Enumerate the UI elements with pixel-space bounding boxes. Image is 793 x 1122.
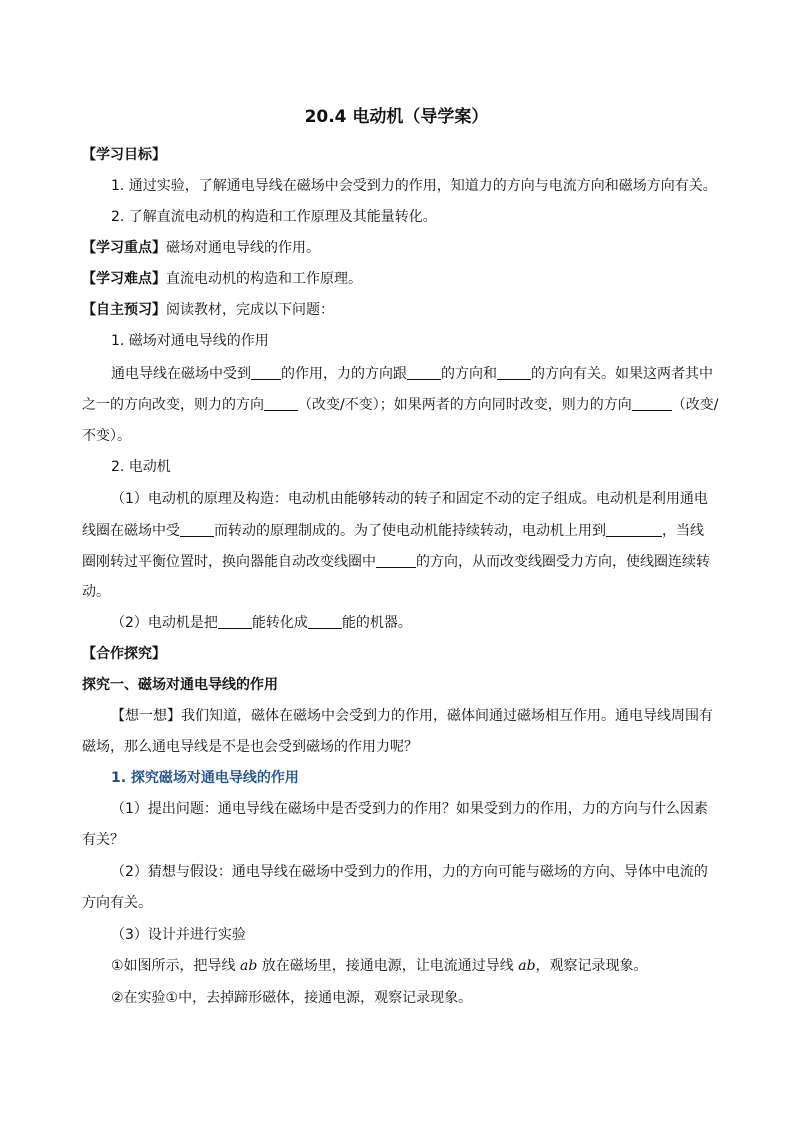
preview-section-1-title: 1. 磁场对通电导线的作用 — [111, 333, 269, 349]
fill-blank[interactable] — [376, 553, 416, 568]
objective-item-1: 1. 通过实验，了解通电导线在磁场中会受到力的作用，知道力的方向与电流方向和磁场方向有关。 — [111, 178, 717, 194]
question-1-line-1: （1）提出问题：通电导线在磁场中是否受到力的作用？如果受到力的作用，力的方向与什么因素 — [111, 801, 708, 817]
text-segment: 的方向，从而改变线圈受力方向，使线圈连续转 — [416, 554, 710, 570]
objectives-heading: 【学习目标】 — [82, 147, 166, 163]
text-segment: 的作用，力的方向跟 — [281, 366, 407, 382]
preview-s2-p1-line-1: （1）电动机的原理及构造：电动机由能够转动的转子和固定不动的定子组成。电动机是利用通电 — [111, 491, 708, 507]
objective-item-2: 2. 了解直流电动机的构造和工作原理及其能量转化。 — [111, 209, 437, 225]
preview-heading: 【自主预习】 — [82, 302, 166, 318]
fill-blank[interactable] — [407, 365, 441, 380]
text-segment: ，当线 — [662, 523, 704, 539]
fill-blank[interactable] — [497, 365, 531, 380]
text-segment: 通电导线在磁场中受到 — [111, 366, 251, 382]
think-tag: 【想一想】 — [111, 708, 181, 724]
coop-heading: 【合作探究】 — [82, 646, 166, 662]
fill-blank[interactable] — [218, 614, 252, 629]
difficulty-heading: 【学习难点】 — [82, 271, 166, 287]
text-segment: ，观察记录现象。 — [535, 958, 648, 974]
fill-blank[interactable] — [251, 365, 281, 380]
page-title: 20.4 电动机（导学案） — [304, 107, 489, 127]
sub-heading-1: 1. 探究磁场对通电导线的作用 — [111, 770, 299, 786]
difficulty-line — [82, 270, 362, 288]
preview-s2-p1-line-4: 动。 — [82, 584, 110, 600]
fill-blank[interactable] — [308, 614, 342, 629]
key-point-heading: 【学习重点】 — [82, 240, 166, 256]
difficulty-text: 直流电动机的构造和工作原理。 — [166, 271, 362, 287]
preview-section-2-title: 2. 电动机 — [111, 459, 171, 475]
text-segment: （改变/不变）；如果两者的方向同时改变，则力的方向 — [298, 397, 632, 413]
preview-line — [82, 301, 334, 319]
preview-s1-line-3: 不变）。 — [82, 428, 131, 444]
preview-s1-line-1 — [111, 365, 713, 383]
think-line-1 — [111, 707, 713, 725]
fill-blank[interactable] — [606, 522, 662, 537]
key-point-line — [82, 239, 320, 257]
fill-blank[interactable] — [632, 396, 672, 411]
preview-s2-p1-line-3 — [82, 553, 710, 571]
preview-intro: 阅读教材，完成以下问题： — [166, 302, 334, 318]
question-2-line-1: （2）猜想与假设：通电导线在磁场中受到力的作用，力的方向可能与磁场的方向、导体中电流的 — [111, 864, 708, 880]
preview-s2-p1-line-2 — [82, 522, 704, 540]
text-segment: 圈刚转过平衡位置时，换向器能自动改变线圈中 — [82, 554, 376, 570]
text-segment: 之一的方向改变，则力的方向 — [82, 397, 264, 413]
experiment-2: ②在实验①中，去掉蹄形磁体，接通电源，观察记录现象。 — [111, 990, 473, 1006]
text-segment: ①如图所示，把导线 — [111, 958, 241, 974]
preview-s2-p2 — [111, 614, 412, 632]
explore-1-heading: 探究一、磁场对通电导线的作用 — [82, 677, 278, 693]
think-text: 我们知道，磁体在磁场中会受到力的作用，磁体间通过磁场相互作用。通电导线周围有 — [181, 708, 713, 724]
preview-s1-line-2 — [82, 396, 718, 414]
text-segment: 能转化成 — [251, 615, 308, 631]
think-line-2: 磁场，那么通电导线是不是也会受到磁场的作用力呢？ — [82, 739, 418, 755]
experiment-1 — [111, 957, 648, 975]
text-segment: 的方向和 — [441, 366, 497, 382]
text-segment: （改变/ — [671, 397, 719, 413]
text-segment: （2）电动机是把 — [111, 615, 218, 631]
question-3: （3）设计并进行实验 — [111, 927, 246, 943]
key-point-text: 磁场对通电导线的作用。 — [166, 240, 320, 256]
question-2-line-2: 方向有关。 — [82, 895, 152, 911]
fill-blank[interactable] — [180, 522, 214, 537]
text-segment: 放在磁场里，接通电源，让电流通过导线 — [257, 958, 519, 974]
text-segment: 线圈在磁场中受 — [82, 523, 180, 539]
text-segment: 的方向有关。如果这两者其中 — [531, 366, 713, 382]
fill-blank[interactable] — [264, 396, 298, 411]
text-segment: 能的机器。 — [341, 615, 412, 631]
wire-label: ab — [240, 958, 258, 974]
question-1-line-2: 有关？ — [82, 832, 124, 848]
text-segment: 而转动的原理制成的。为了使电动机能持续转动，电动机上用到 — [214, 523, 606, 539]
wire-label: ab — [518, 958, 536, 974]
